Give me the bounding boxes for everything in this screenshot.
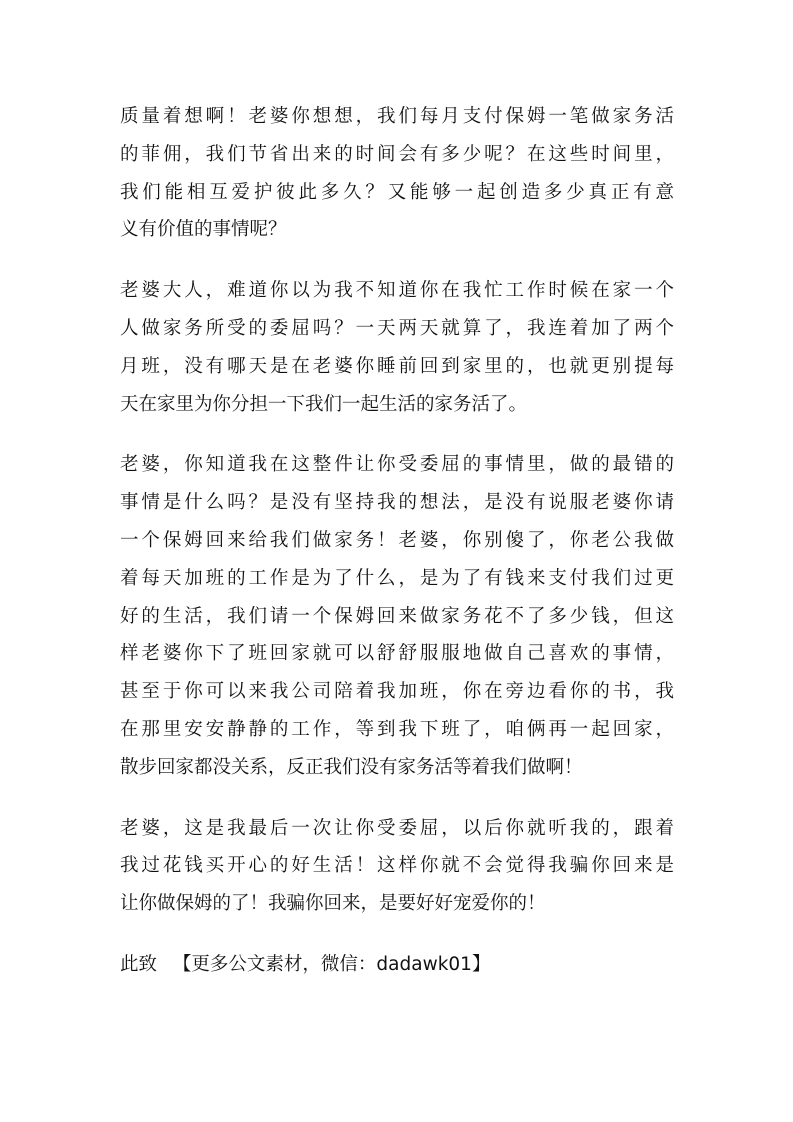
paragraph-line: 甚至于你可以来我公司陪着我加班，你在旁边看你的书，我 <box>120 681 674 703</box>
paragraph-line: 散步回家都没关系，反正我们没有家务活等着我们做啊！ <box>120 756 583 778</box>
paragraph-line: 在那里安安静静的工作，等到我下班了，咱俩再一起回家， <box>120 718 674 740</box>
paragraph-line: 样老婆你下了班回家就可以舒舒服服地做自己喜欢的事情， <box>120 643 674 665</box>
closing-line <box>120 946 674 984</box>
paragraph-1 <box>120 98 674 249</box>
paragraph-line: 让你做保姆的了！我骗你回来，是要好好宠爱你的！ <box>120 893 546 915</box>
paragraph-line: 一个保姆回来给我们做家务！老婆，你别傻了，你老公我做 <box>120 529 674 551</box>
paragraph-line: 质量着想啊！老婆你想想，我们每月支付保姆一笔做家务活 <box>120 106 674 127</box>
promo-text: 【更多公文素材，微信：dadawk01】 <box>172 953 491 975</box>
paragraph-4 <box>120 810 674 923</box>
paragraph-line: 我过花钱买开心的好生活！这样你就不会觉得我骗你回来是 <box>120 855 674 877</box>
paragraph-line: 的菲佣，我们节省出来的时间会有多少呢？在这些时间里， <box>120 143 674 165</box>
paragraph-line: 天在家里为你分担一下我们一起生活的家务活了。 <box>120 393 528 415</box>
paragraph-line: 老婆，你知道我在这整件让你受委屈的事情里，做的最错的 <box>120 454 674 476</box>
paragraph-line: 事情是什么吗？是没有坚持我的想法，是没有说服老婆你请 <box>120 492 674 514</box>
paragraph-3 <box>120 446 674 786</box>
paragraph-line: 好的生活，我们请一个保姆回来做家务花不了多少钱，但这 <box>120 605 674 627</box>
salutation: 此致 <box>120 953 158 975</box>
paragraph-line: 老婆大人，难道你以为我不知道你在我忙工作时候在家一个 <box>120 280 674 302</box>
paragraph-line: 人做家务所受的委屈吗？一天两天就算了，我连着加了两个 <box>120 317 674 339</box>
paragraph-line: 着每天加班的工作是为了什么，是为了有钱来支付我们过更 <box>120 567 674 589</box>
paragraph-line: 义有价值的事情呢？ <box>120 219 287 241</box>
paragraph-2 <box>120 272 674 423</box>
document-body <box>120 98 674 984</box>
paragraph-line: 老婆，这是我最后一次让你受委屈，以后你就听我的，跟着 <box>120 817 674 839</box>
paragraph-line: 我们能相互爱护彼此多久？又能够一起创造多少真正有意 <box>120 181 674 203</box>
paragraph-line: 月班，没有哪天是在老婆你睡前回到家里的，也就更别提每 <box>120 355 674 377</box>
